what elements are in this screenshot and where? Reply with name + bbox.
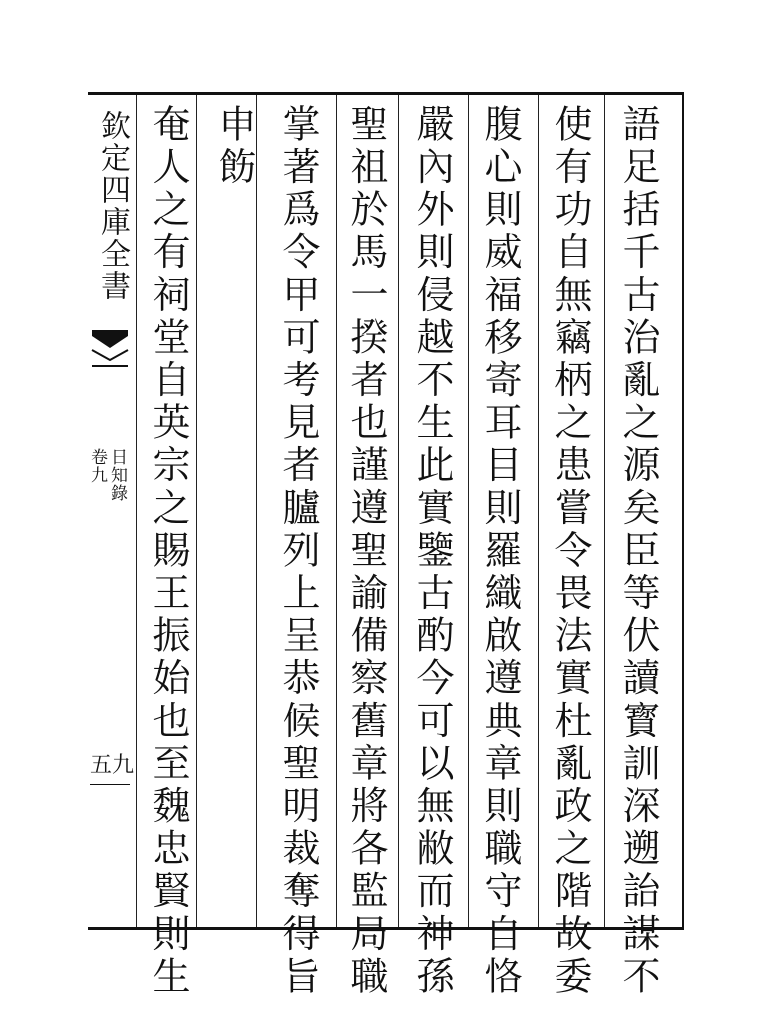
column-rule [538,95,539,927]
page-number-rule [90,784,130,785]
text-column: 掌著爲令甲可考見者臚列上呈恭候聖明裁奪得旨 [276,104,320,999]
fish-tail-mark [90,326,130,370]
text-column: 語足括千古治亂之源矣臣等伏讀寳訓深遡詒謀不 [616,104,660,999]
juan-number: 卷九 [87,448,107,484]
column-rule [468,95,469,927]
page-number: 五九 [90,753,135,778]
column-rule [336,95,337,927]
column-rule [136,95,137,927]
margin-title: 欽定四庫全書 [95,110,130,302]
book-name: 日知錄 [107,448,127,502]
text-column: 奄人之有祠堂自英宗之賜王振始也至魏忠賢則生 [146,104,190,999]
text-column: 申飭 [212,104,256,190]
text-column: 聖祖於馬一揆者也謹遵聖諭備察舊章將各監局職 [344,104,388,999]
column-rule [604,95,605,927]
column-rule [256,95,257,927]
column-rule [196,95,197,927]
text-column: 使有功自無竊柄之患嘗令畏法實杜亂政之階故委 [548,104,592,999]
text-column: 嚴內外則侵越不生此實鑒古酌今可以無敝而神孫 [410,104,454,999]
column-rule [398,95,399,927]
text-column: 腹心則威福移寄耳目則羅織啟遵典章則職守自恪 [478,104,522,999]
